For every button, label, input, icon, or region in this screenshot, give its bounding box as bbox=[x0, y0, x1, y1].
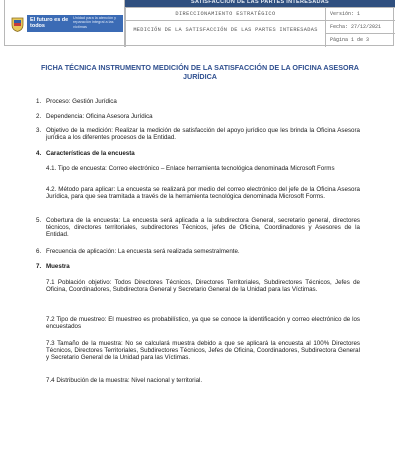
document-title: FICHA TÉCNICA INSTRUMENTO MEDICIÓN DE LA SATISFACCIÓN DE LA OFICINA ASESORA JURÍDICA bbox=[41, 63, 359, 81]
subsection-7-1: 7.1 Población objetivo: Todos Directores Técnicos, Directores Territoriales, Subdirectores Técnicos, Jefes de Oficina, Coordinadores, Subdirectora General y Secretario General de la Unidad para las Víctimas. bbox=[46, 279, 360, 294]
logo-sub-text: Unidad para la atención y reparación integral a las víctimas bbox=[73, 16, 117, 29]
list-item bbox=[36, 113, 360, 120]
item-number: 3. bbox=[36, 127, 42, 134]
item-number: 5. bbox=[36, 217, 42, 224]
date-cell: Fecha: 27/12/2021 bbox=[325, 20, 395, 33]
header-top-band: SATISFACCIÓN DE LAS PARTES INTERESADAS bbox=[125, 0, 395, 7]
item-text: Características de la encuesta bbox=[46, 150, 135, 157]
item-text: Dependencia: Oficina Asesora Jurídica bbox=[46, 113, 153, 120]
list-item bbox=[36, 98, 360, 105]
item-number: 4. bbox=[36, 150, 42, 157]
subsection-4-2: 4.2. Método para aplicar: La encuesta se realizará por medio del correo electrónico del jefe de la Oficina Asesora Jurídica, para que sea tramitada a través de la herramienta tecnológica denominada Microsoft Forms. bbox=[46, 186, 360, 201]
item-number: 2. bbox=[36, 113, 42, 120]
government-logo bbox=[27, 15, 123, 32]
list-item bbox=[36, 150, 360, 157]
subsection-7-3: 7.3 Tamaño de la muestra: No se calculará muestra debido a que se aplicará la encuesta al 100% Directores Técnicos, Directores Territoriales, Subdirectores Técnicos, Jefes de Oficina, Coordinadores, Subdirectora General y Secretario General de la Unidad para las Víctimas. bbox=[46, 340, 360, 362]
logo-main-text: El futuro es de todos bbox=[30, 17, 69, 29]
item-text: Cobertura de la encuesta: La encuesta será aplicada a la subdirectora General, secretario general, directores técnicos, directores territoriales, subdirectores Técnicos, jefes de Oficina, Coordinadores y Asesores de la Entidad. bbox=[46, 217, 360, 239]
list-item bbox=[36, 127, 360, 141]
subsection-7-2: 7.2 Tipo de muestreo: El muestreo es probabilístico, ya que se conoce la identificación y correo electrónico de los encuestados bbox=[46, 316, 360, 331]
subsection-7-4: 7.4 Distribución de la muestra: Nivel nacional y territorial. bbox=[46, 377, 203, 384]
process-cell: DIRECCIONAMIENTO ESTRATÉGICO bbox=[125, 7, 325, 20]
coat-of-arms-icon bbox=[11, 17, 24, 32]
list-item bbox=[36, 248, 360, 255]
item-number: 1. bbox=[36, 98, 42, 105]
subsection-4-1: 4.1. Tipo de encuesta: Correo electrónico – Enlace herramienta tecnológica denominada Microsoft Forms bbox=[46, 165, 335, 172]
document-header bbox=[4, 0, 394, 46]
list-item bbox=[36, 263, 360, 270]
item-text: Proceso: Gestión Jurídica bbox=[46, 98, 117, 105]
item-number: 6. bbox=[36, 248, 42, 255]
logo-cell bbox=[5, 0, 125, 47]
item-number: 7. bbox=[36, 263, 42, 270]
page-number-cell: Página 1 de 3 bbox=[325, 33, 395, 47]
item-text: Objetivo de la medición: Realizar la medición de satisfacción del apoyo jurídico que les brinda la Oficina Asesora jurídica a los diferentes procesos de la Entidad. bbox=[46, 127, 360, 142]
item-text: Frecuencia de aplicación: La encuesta será realizada semestralmente. bbox=[46, 248, 240, 255]
item-text: Muestra bbox=[46, 263, 70, 270]
version-cell: Versión: 1 bbox=[325, 7, 395, 20]
form-title-cell: MEDICIÓN DE LA SATISFACCIÓN DE LAS PARTES INTERESADAS bbox=[125, 20, 325, 47]
list-item bbox=[36, 217, 360, 239]
